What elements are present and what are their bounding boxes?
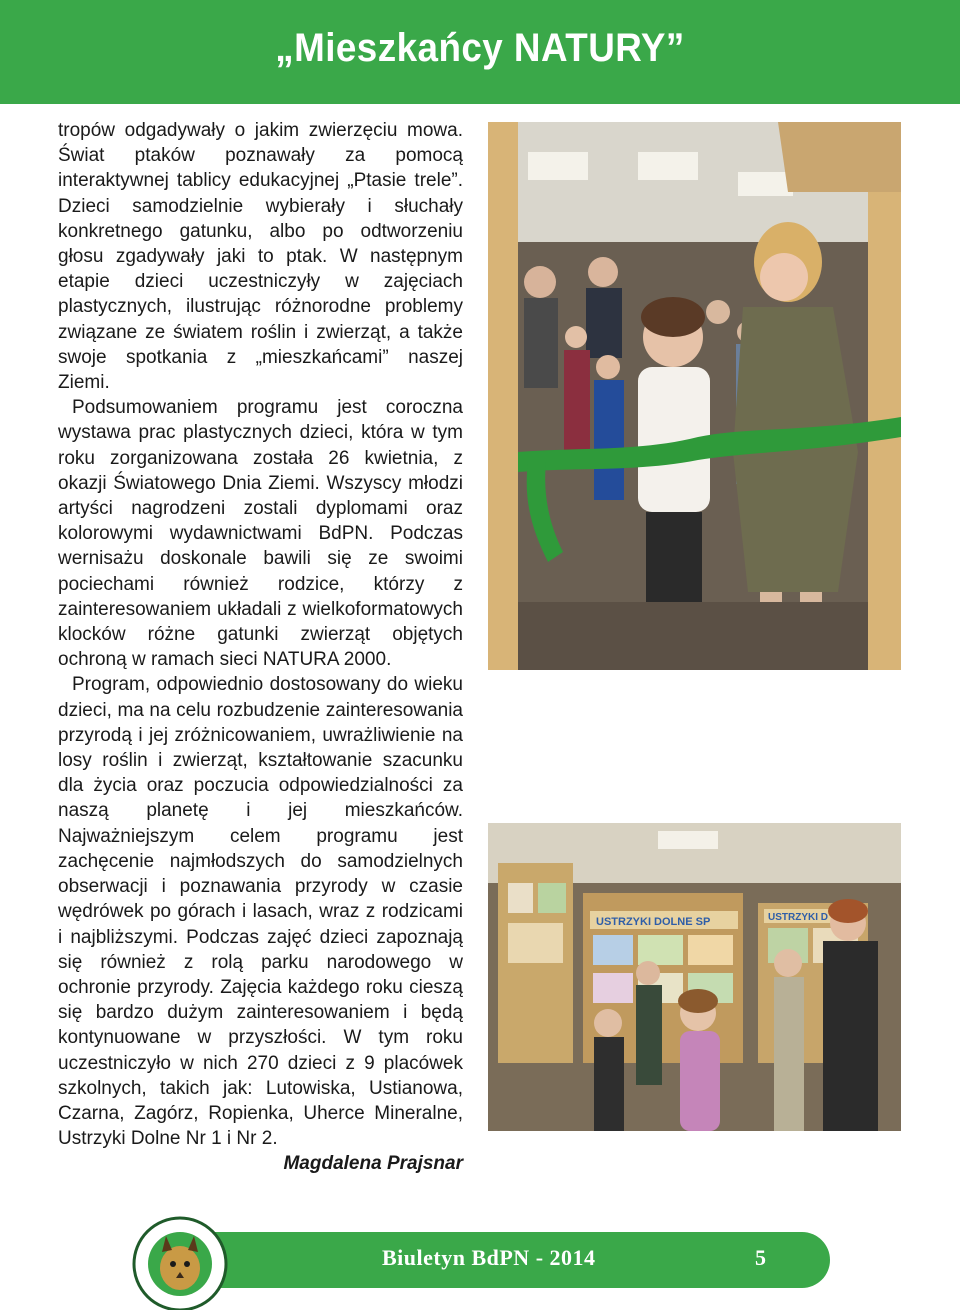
page-title: „Mieszkańcy NATURY” [275,26,685,70]
park-logo-icon [128,1214,232,1310]
article-paragraph: tropów odgadywały o jakim zwierzęciu mowa. Świat ptaków poznawały za pomocą interaktywnej tablicy edukacyjnej „Ptasie trele”. Dzieci samodzielnie wybierały i słuchały konkretnego gatunku, albo po odtworzeniu głosu zgadywały jaki to ptak. W następnym etapie dzieci uczestniczyły w zajęciach plastycznych, ilustrując różnorodne problemy związane ze światem roślin i zwierząt, a także swoje spotkania z „mieszkańcami” naszej Ziemi. [58,120,463,394]
exhibition-photo [488,823,901,1131]
article-paragraph: Program, odpowiednio dostosowany do wieku dzieci, ma na celu rozbudzenie zainteresowania przyrodą i jej zróżnicowaniem, uwrażliwienie na losy roślin i zwierząt, kształtowanie szacunku dla życia oraz poczucia odpowiedzialności za naszą planetę i jej mieszkańców. Najważniejszym celem programu jest zachęcenie najmłodszych do samodzielnych obserwacji i poznawania przyrody w czasie wędrówek po górach i lasach, wraz z rodzicami i najbliższymi. Podczas zajęć dzieci zapoznają się również z rolą parku narodowego w ochronie przyrody. Zajęcia każdego roku cieszą się bardzo dużym zainteresowaniem i będą kontynuowane w przyszłości. W tym roku uczestniczyło w nich 270 dzieci z 9 placówek szkolnych, takich jak: Lutowiska, Ustianowa, Czarna, Zagórz, Ropienka, Uherce Mineralne, Ustrzyki Dolne Nr 1 i Nr 2. [58,674,463,1150]
bulletin-title: Biuletyn BdPN - 2014 [382,1245,596,1270]
article-author: Magdalena Prajsnar [283,1153,463,1175]
article-paragraph: Podsumowaniem programu jest coroczna wystawa prac plastycznych dzieci, która w tym roku zorganizowana została 26 kwietnia, z okazji Światowego Dnia Ziemi. Wszyscy młodzi artyści nagrodzeni zostali dyplomami oraz kolorowymi wydawnictwami BdPN. Podczas wernisażu doskonale bawili się ze swoimi pociechami również rodzice, którzy z zainteresowaniem układali z wielkoformatowych klocków różne gatunki zwierząt objętych ochroną w ramach sieci NATURA 2000. [58,397,463,671]
ribbon-cutting-photo [488,122,901,670]
page-header [0,0,960,104]
poster-label-2: USTRZYKI D [768,912,828,923]
poster-label-1: USTRZYKI DOLNE SP [596,916,711,928]
page-number: 5 [755,1245,766,1270]
article-body [58,118,463,1177]
